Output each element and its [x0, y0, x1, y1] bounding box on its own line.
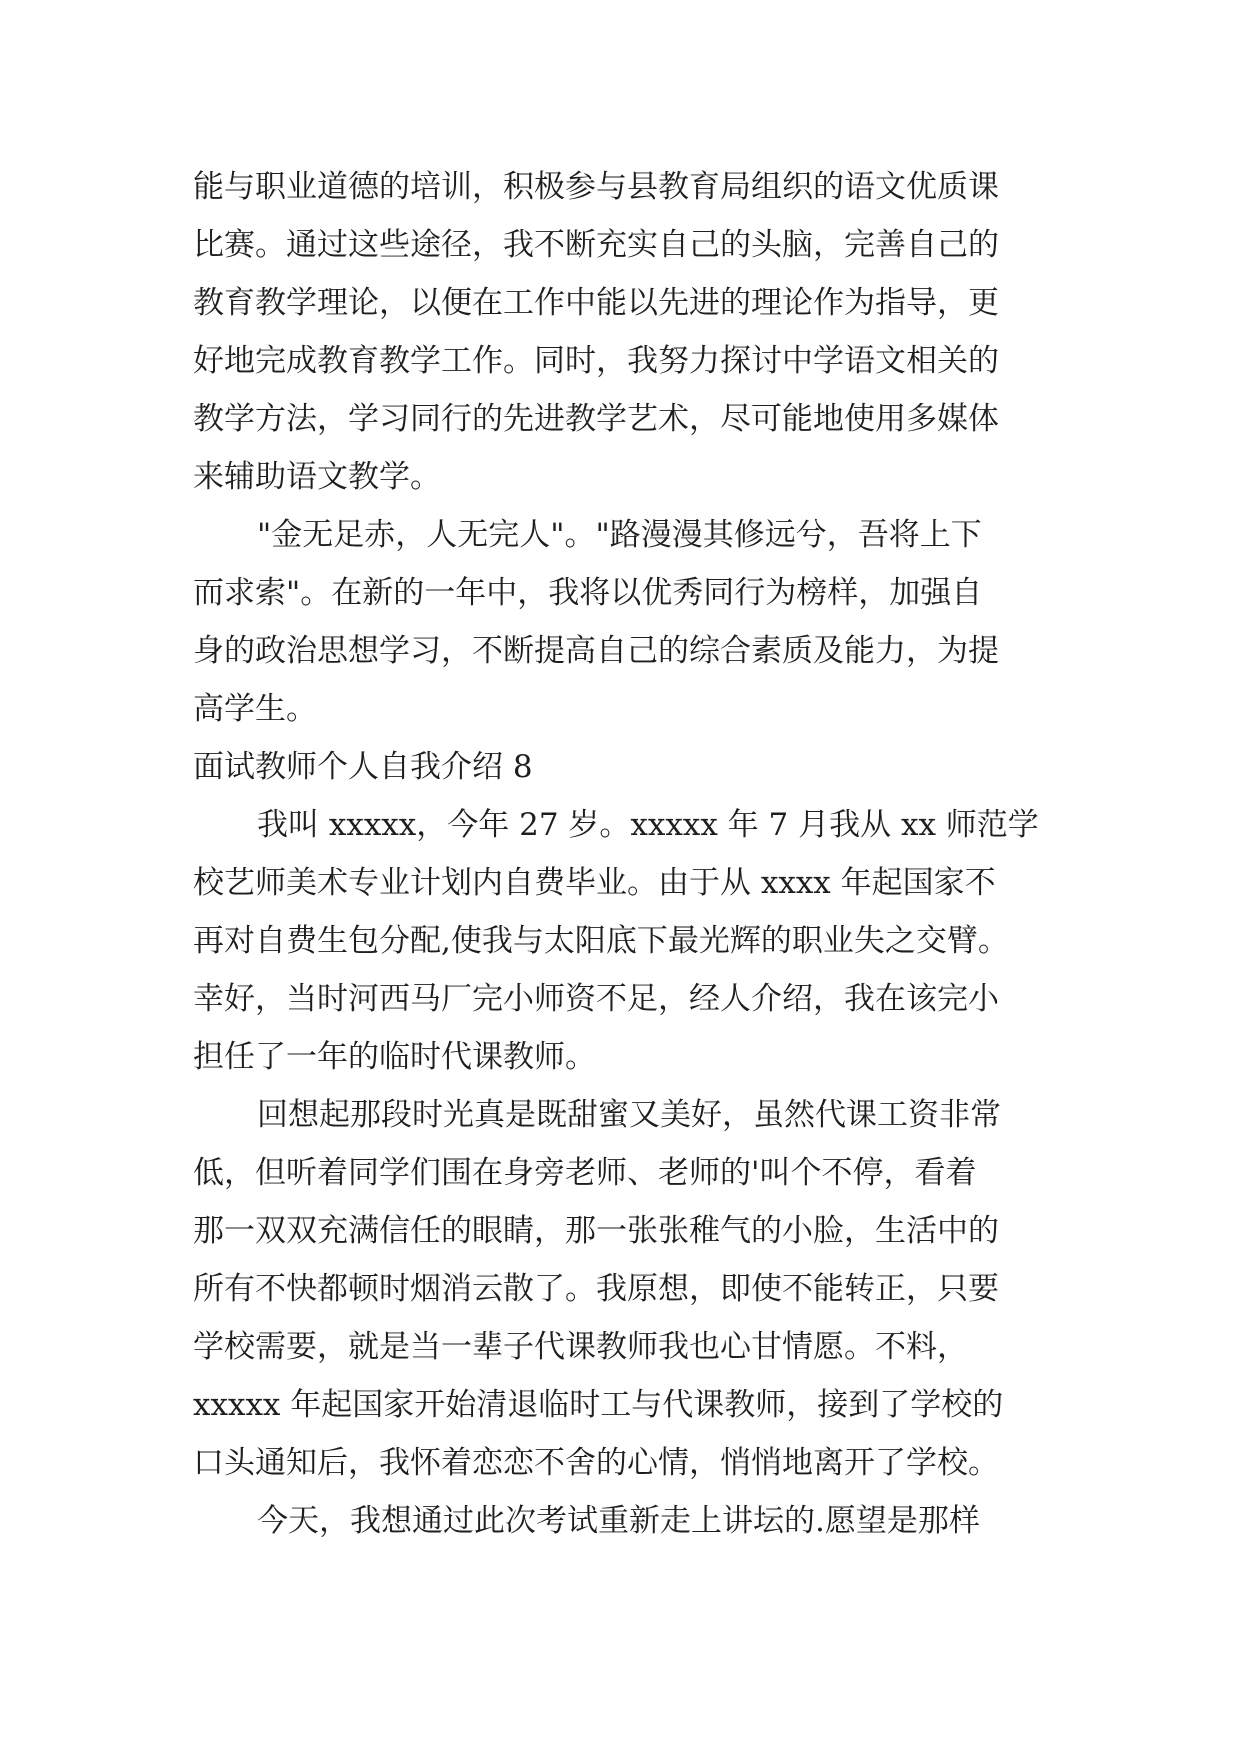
text-line: 幸好，当时河西马厂完小师资不足，经人介绍，我在该完小: [193, 981, 999, 1017]
text-line: 高学生。: [193, 691, 317, 727]
text-line: 教育教学理论，以便在工作中能以先进的理论作为指导，更: [193, 285, 999, 321]
paragraph-introduction: [193, 796, 1053, 1086]
text-line: 而求索"。在新的一年中，我将以优秀同行为榜样，加强自: [193, 575, 983, 611]
text-line: 所有不快都顿时烟消云散了。我原想，即使不能转正，只要: [193, 1271, 999, 1307]
text-line: 担任了一年的临时代课教师。: [193, 1039, 596, 1075]
text-line: 我叫 xxxxx，今年 27 岁。xxxxx 年 7 月我从 xx 师范学: [257, 807, 1039, 843]
text-line: 来辅助语文教学。: [193, 459, 441, 495]
paragraph-training: [193, 158, 1053, 506]
text-line: 校艺师美术专业计划内自费毕业。由于从 xxxx 年起国家不: [193, 865, 996, 901]
text-line: 教学方法，学习同行的先进教学艺术，尽可能地使用多媒体: [193, 401, 999, 437]
text-line: 能与职业道德的培训，积极参与县教育局组织的语文优质课: [193, 169, 999, 205]
paragraph-memories: [193, 1086, 1053, 1492]
document-body: [193, 158, 1053, 1550]
text-line: "金无足赤，人无完人"。"路漫漫其修远兮，吾将上下: [257, 517, 982, 553]
paragraph-quote: [193, 506, 1053, 738]
text-line: 回想起那段时光真是既甜蜜又美好，虽然代课工资非常: [257, 1097, 1001, 1133]
text-line: 口头通知后，我怀着恋恋不舍的心情，悄悄地离开了学校。: [193, 1445, 999, 1481]
text-line: 好地完成教育教学工作。同时，我努力探讨中学语文相关的: [193, 343, 999, 379]
text-line: xxxxx 年起国家开始清退临时工与代课教师，接到了学校的: [193, 1387, 1004, 1423]
text-line: 身的政治思想学习，不断提高自己的综合素质及能力，为提: [193, 633, 999, 669]
paragraph-today: [193, 1492, 1053, 1550]
text-line: 今天，我想通过此次考试重新走上讲坛的.愿望是那样: [257, 1503, 980, 1539]
text-line: 低，但听着同学们围在身旁老师、老师的'叫个不停，看着: [193, 1155, 977, 1191]
text-line: 那一双双充满信任的眼睛，那一张张稚气的小脸，生活中的: [193, 1213, 999, 1249]
text-line: 学校需要，就是当一辈子代课教师我也心甘情愿。不料，: [193, 1329, 968, 1365]
section-heading: 面试教师个人自我介绍 8: [193, 749, 533, 785]
text-line: 比赛。通过这些途径，我不断充实自己的头脑，完善自己的: [193, 227, 999, 263]
text-line: 再对自费生包分配,使我与太阳底下最光辉的职业失之交臂。: [193, 923, 1009, 959]
